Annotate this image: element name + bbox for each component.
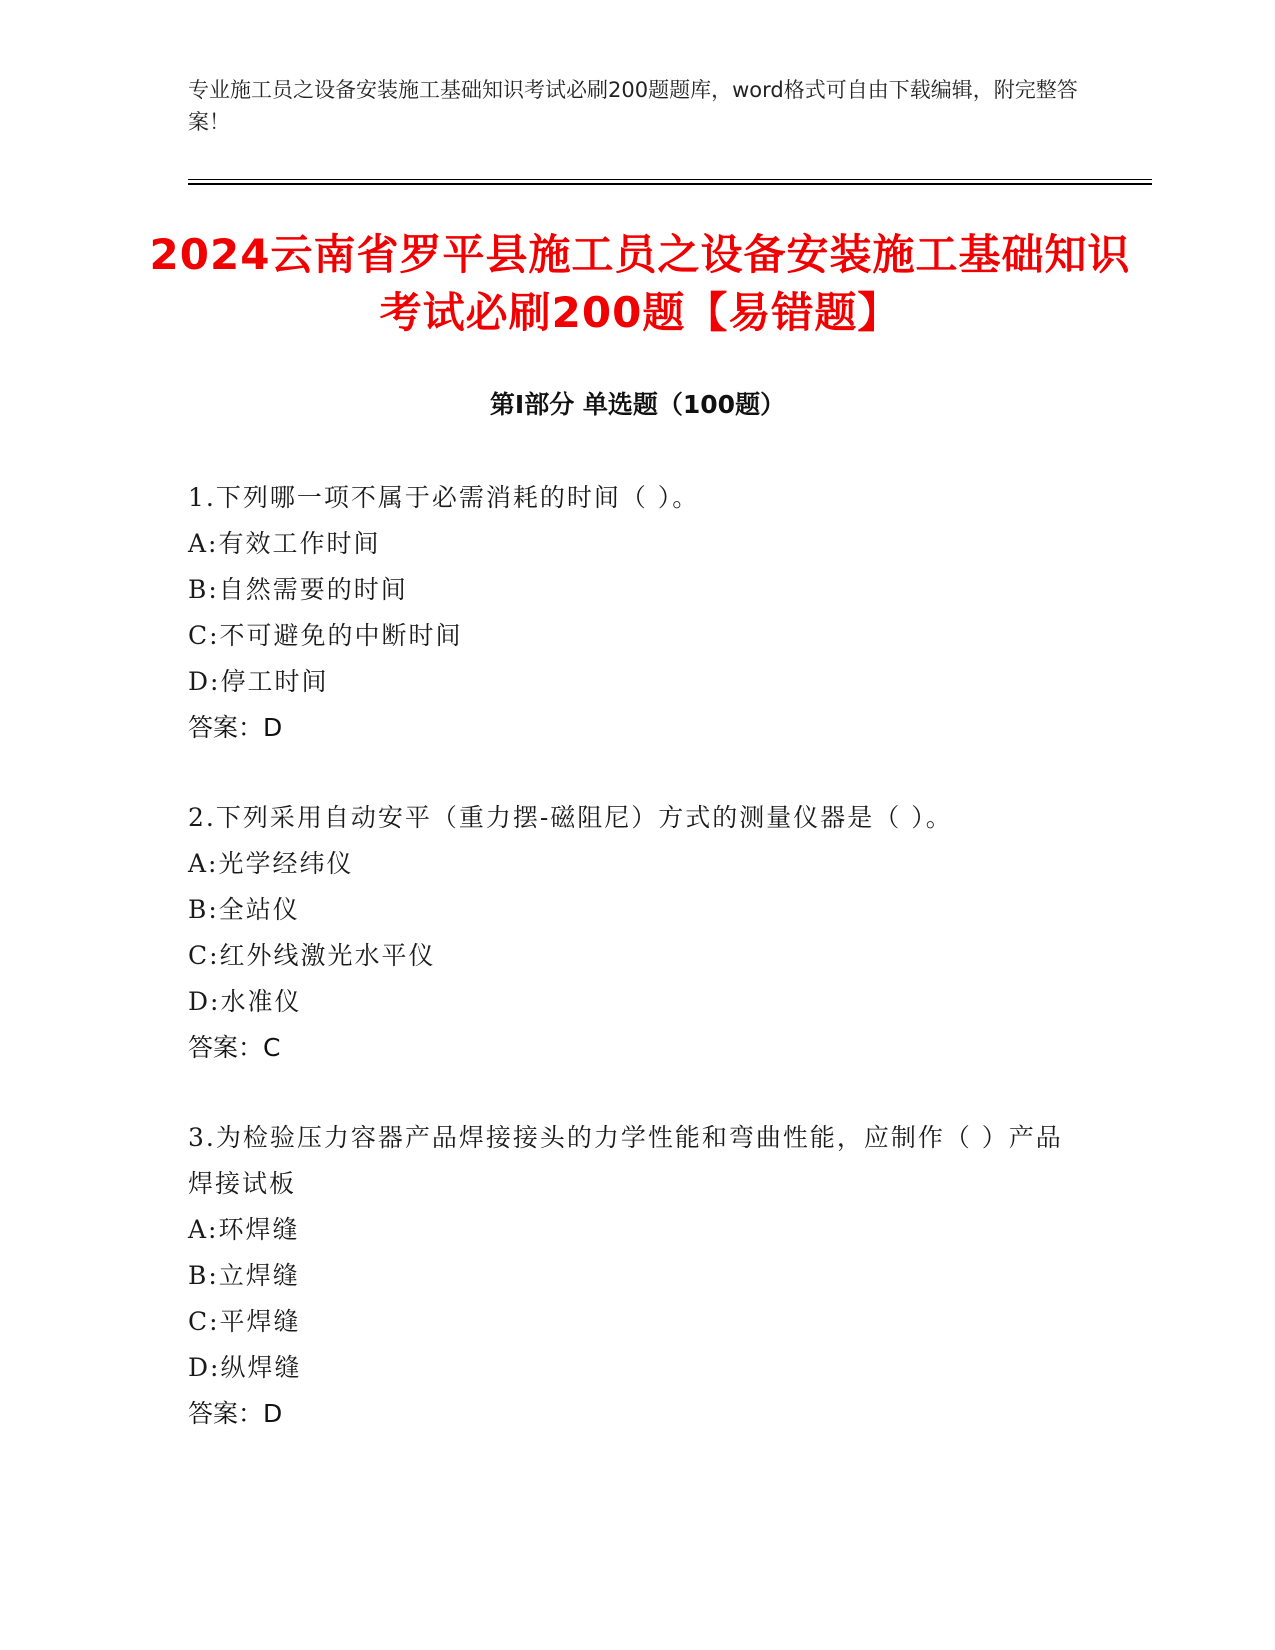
option-c: C:不可避免的中断时间 — [188, 621, 463, 650]
question-1 — [188, 475, 1088, 751]
option-c: C:平焊缝 — [188, 1307, 301, 1336]
option-a: A:有效工作时间 — [188, 529, 381, 558]
header-divider — [188, 179, 1152, 185]
option-b: B:全站仪 — [188, 895, 300, 924]
document-title: 2024云南省罗平县施工员之设备安装施工基础知识考试必刷200题【易错题】 — [149, 230, 1131, 337]
answer-line: 答案：D — [188, 1399, 283, 1428]
answer-line: 答案：D — [188, 713, 283, 742]
question-3 — [188, 1115, 1088, 1437]
option-c: C:红外线激光水平仪 — [188, 941, 436, 970]
question-list — [188, 475, 1088, 1437]
question-stem: 1.下列哪一项不属于必需消耗的时间（ ）。 — [188, 483, 700, 512]
option-d: D:水准仪 — [188, 987, 302, 1016]
question-spacer — [188, 1071, 1088, 1115]
option-b: B:自然需要的时间 — [188, 575, 408, 604]
section-heading: 第Ⅰ部分 单选题（100题） — [489, 390, 786, 419]
header-note: 专业施工员之设备安装施工基础知识考试必刷200题题库，word格式可自由下载编辑，附完整答案！ — [188, 78, 1078, 134]
question-stem: 3.为检验压力容器产品焊接接头的力学性能和弯曲性能，应制作（ ）产品焊接试板 — [188, 1123, 1063, 1198]
option-d: D:纵焊缝 — [188, 1353, 302, 1382]
option-b: B:立焊缝 — [188, 1261, 300, 1290]
option-d: D:停工时间 — [188, 667, 329, 696]
question-stem: 2.下列采用自动安平（重力摆-磁阻尼）方式的测量仪器是（ ）。 — [188, 803, 953, 832]
answer-line: 答案：C — [188, 1033, 281, 1062]
question-spacer — [188, 751, 1088, 795]
question-2 — [188, 795, 1088, 1071]
option-a: A:光学经纬仪 — [188, 849, 354, 878]
option-a: A:环焊缝 — [188, 1215, 300, 1244]
